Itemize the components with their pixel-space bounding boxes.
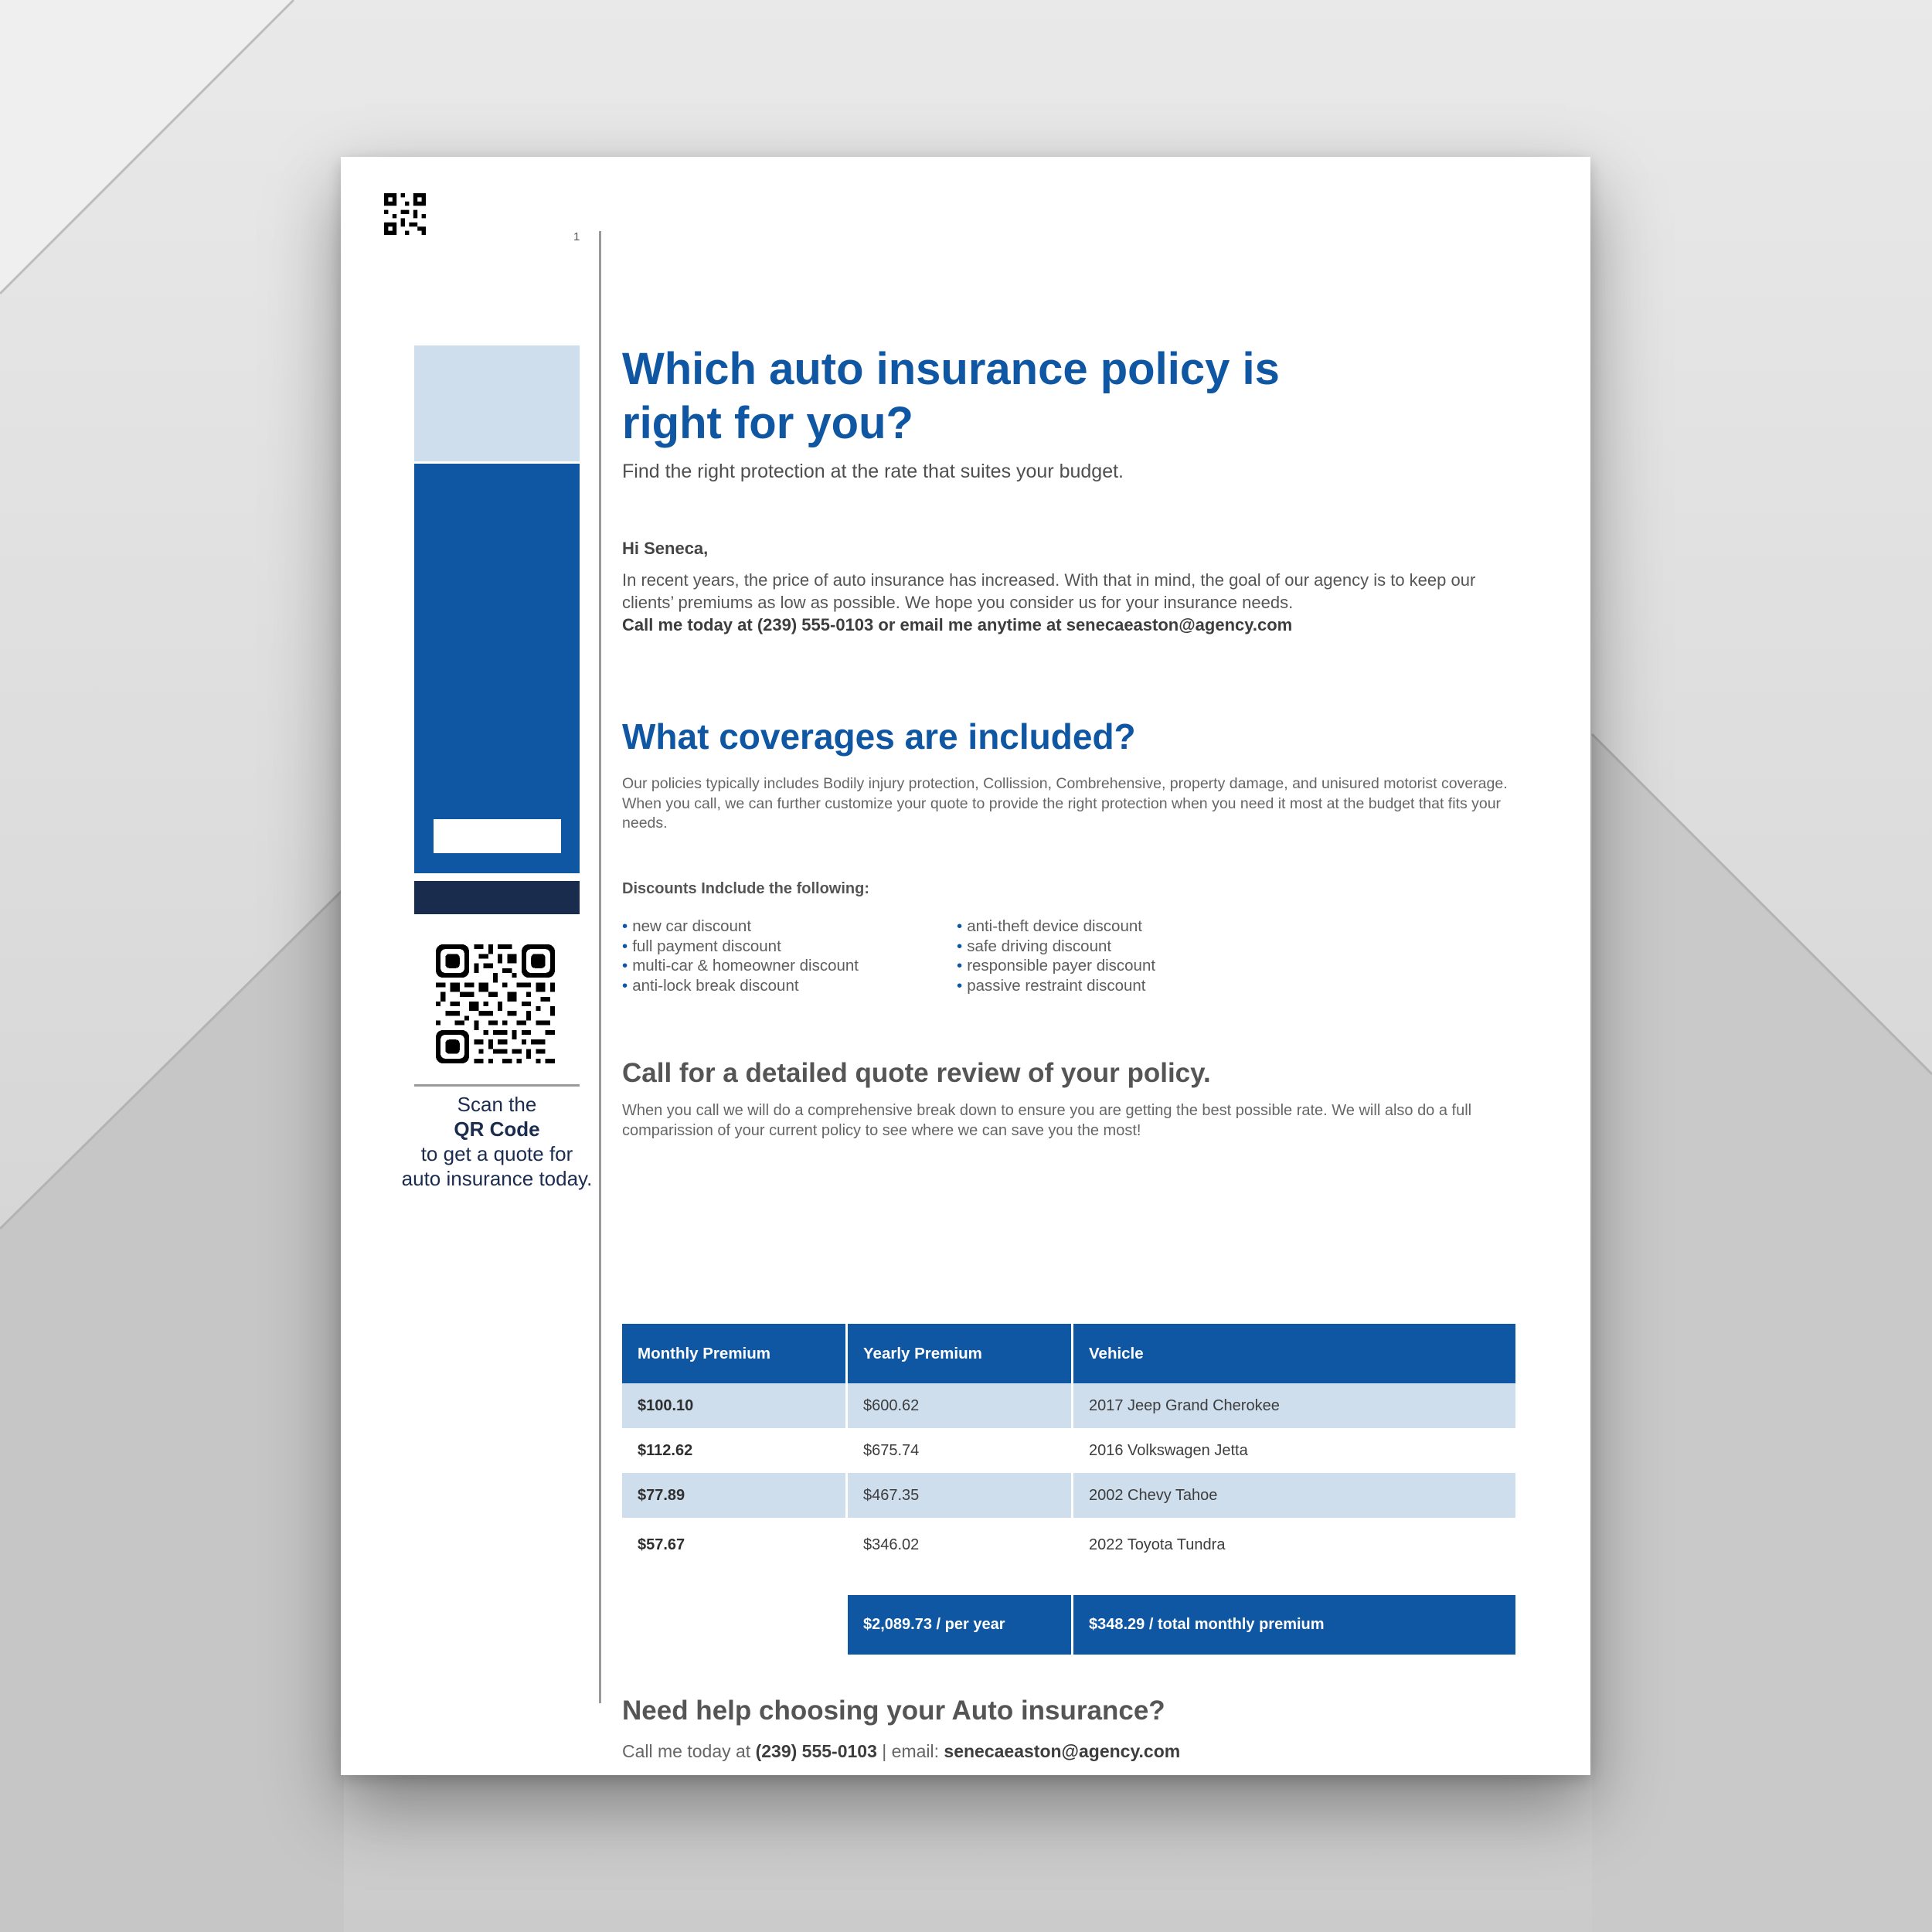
yearly-cell: $346.02	[863, 1536, 920, 1553]
list-item: • new car discount	[622, 917, 957, 937]
table-header-row	[622, 1324, 1515, 1383]
table-row	[622, 1518, 1515, 1572]
page-subtitle: Find the right protection at the rate that suites your budget.	[622, 461, 1124, 482]
greeting: Hi Seneca,	[622, 539, 709, 558]
contact-line	[622, 1741, 1519, 1762]
vehicle-cell: 2002 Chevy Tahoe	[1073, 1473, 1515, 1518]
flyer-page	[341, 157, 1590, 1775]
contact-phone[interactable]: (239) 555-0103	[755, 1741, 877, 1761]
monthly-cell: $77.89	[622, 1473, 845, 1518]
list-item: • safe driving discount	[957, 937, 1155, 957]
coverages-body: Our policies typically includes Bodily injury protection, Collission, Combrehensive, property damage, and unisured motorist coverage. When you call, we can further customize your quote to provide the right protection when you need it most at the budget that fits your needs.	[622, 775, 1508, 832]
sidebar-blue-block	[414, 464, 580, 873]
monthly-cell: $112.62	[638, 1441, 693, 1459]
sidebar-light-block	[414, 345, 580, 461]
letter-cta: Call me today at (239) 555-0103 or email me anytime at senecaeaston@agency.com	[622, 615, 1293, 634]
total-yearly: $2,089.73 / per year	[848, 1595, 1071, 1655]
sidebar-navy-block	[414, 881, 580, 914]
contact-prefix: Call me today at	[622, 1741, 751, 1761]
discounts-list	[622, 917, 1519, 995]
vehicle-cell: 2017 Jeep Grand Cherokee	[1073, 1383, 1515, 1428]
list-item: • passive restraint discount	[957, 976, 1155, 996]
header-vehicle: Vehicle	[1073, 1324, 1515, 1383]
monthly-cell: $100.10	[622, 1383, 845, 1428]
qr-code-icon[interactable]	[436, 944, 555, 1063]
sidebar-rule	[414, 1084, 580, 1087]
sidebar-white-bar	[434, 819, 561, 853]
quote-heading: Call for a detailed quote review of your policy.	[622, 1058, 1211, 1088]
table-row	[622, 1383, 1515, 1428]
coverages-heading: What coverages are included?	[622, 716, 1136, 757]
header-monthly-premium: Monthly Premium	[622, 1324, 845, 1383]
letter-text: In recent years, the price of auto insurance has increased. With that in mind, the goal of our agency is to keep our clients’ premiums as low as possible. We hope you consider us for your insurance needs.	[622, 570, 1476, 612]
list-item: • anti-lock break discount	[622, 976, 957, 996]
list-item: • full payment discount	[622, 937, 957, 957]
qr-caption-bold: QR Code	[454, 1117, 540, 1141]
vertical-divider	[599, 231, 601, 1703]
total-monthly: $348.29 / total monthly premium	[1073, 1595, 1515, 1655]
discounts-column-1	[622, 917, 957, 995]
list-item: • responsible payer discount	[957, 956, 1155, 976]
premium-table	[620, 1324, 1518, 1655]
table-row	[622, 1428, 1515, 1473]
discounts-title: Discounts Indclude the following:	[622, 880, 869, 897]
page-title: Which auto insurance policy is right for you?	[622, 344, 1280, 448]
contact-separator: |	[882, 1741, 887, 1761]
qr-caption	[399, 1092, 595, 1191]
qr-caption-line1: Scan the	[457, 1093, 537, 1116]
contact-email-label: email:	[891, 1741, 940, 1761]
table-total-row	[622, 1595, 1515, 1655]
header-yearly-premium: Yearly Premium	[848, 1324, 1071, 1383]
vehicle-cell: 2022 Toyota Tundra	[1089, 1536, 1226, 1553]
list-item: • anti-theft device discount	[957, 917, 1155, 937]
list-item: • multi-car & homeowner discount	[622, 956, 957, 976]
yearly-cell: $600.62	[848, 1383, 1071, 1428]
letter-body	[622, 569, 1519, 636]
yearly-cell: $467.35	[848, 1473, 1071, 1518]
yearly-cell: $675.74	[863, 1441, 920, 1459]
qr-caption-line2: to get a quote for auto insurance today.	[401, 1142, 593, 1190]
vehicle-cell: 2016 Volkswagen Jetta	[1089, 1441, 1248, 1459]
discounts-column-2	[957, 917, 1155, 995]
quote-body: When you call we will do a comprehensive break down to ensure you are getting the best possible rate. We will also do a full comparission of your current policy to see where we can save you the most!	[622, 1102, 1472, 1139]
table-spacer	[622, 1572, 1515, 1595]
monthly-cell: $57.67	[638, 1536, 685, 1553]
page-number: 1	[573, 230, 580, 243]
help-heading: Need help choosing your Auto insurance?	[622, 1696, 1165, 1726]
small-qr-code-icon	[384, 193, 426, 235]
table-row	[622, 1473, 1515, 1518]
contact-email[interactable]: senecaeaston@agency.com	[944, 1741, 1181, 1761]
